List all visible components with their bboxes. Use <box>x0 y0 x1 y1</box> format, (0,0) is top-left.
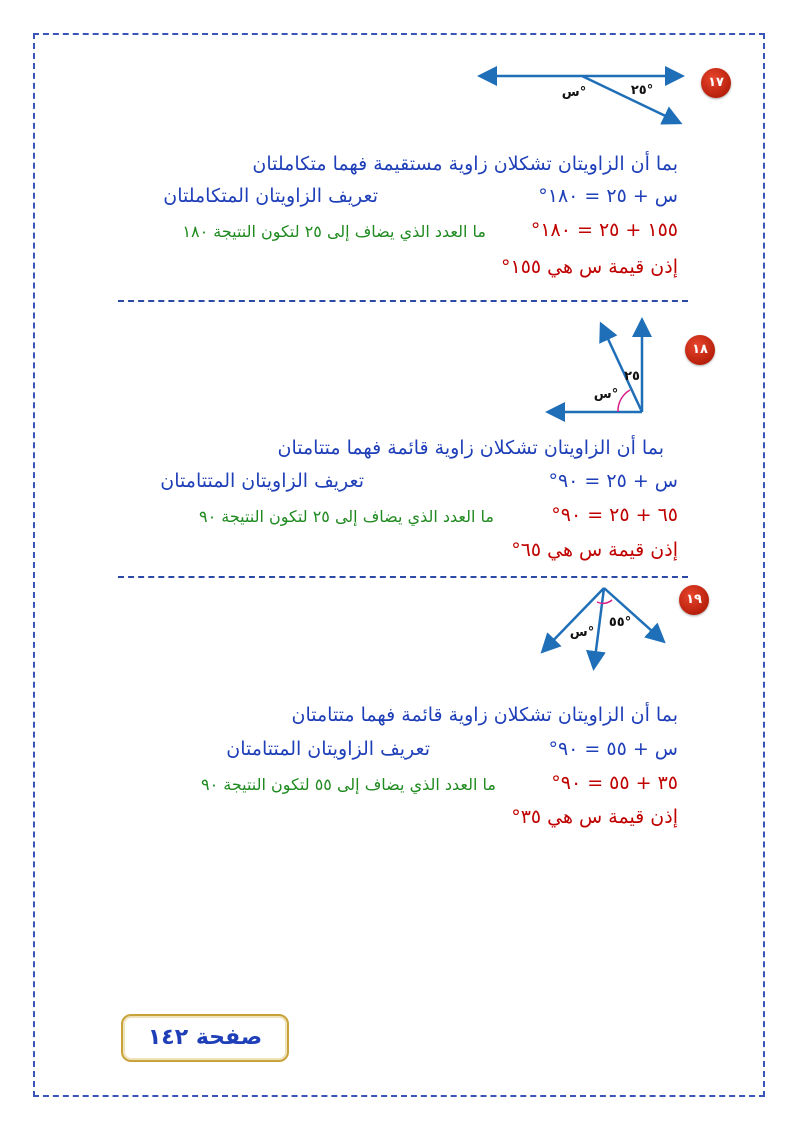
problem-18-line4: إذن قيمة س هي ٦٥° <box>511 539 678 561</box>
problem-19-x-label: س° <box>569 625 595 640</box>
page-number-box <box>121 1014 289 1062</box>
problem-17-figure <box>470 58 690 138</box>
problem-18-figure <box>540 316 660 424</box>
problem-18-x-label: س° <box>593 387 619 402</box>
divider-1 <box>118 300 688 302</box>
problem-17-line2-reason: تعريف الزاويتان المتكاملتان <box>163 185 378 207</box>
problem-19-line3-reason: ما العدد الذي يضاف إلى ٥٥ لتكون النتيجة ٩٠ <box>200 775 496 794</box>
divider-2 <box>118 576 688 578</box>
problem-18-line2-eq: س + ٢٥ = ٩٠° <box>548 470 678 492</box>
problem-19-angle-label: ٥٥° <box>608 615 632 630</box>
problem-19-badge: ١٩ <box>679 585 709 615</box>
problem-19-line4: إذن قيمة س هي ٣٥° <box>511 806 678 828</box>
problem-18-badge: ١٨ <box>685 335 715 365</box>
problem-18-line3-eq: ٦٥ + ٢٥ = ٩٠° <box>551 504 678 526</box>
problem-18-line1: بما أن الزاويتان تشكلان زاوية قائمة فهما متتامتان <box>277 437 664 459</box>
problem-17-line3-reason: ما العدد الذي يضاف إلى ٢٥ لتكون النتيجة ١٨٠ <box>182 222 486 241</box>
problem-19-line2-reason: تعريف الزاويتان المتتامتان <box>226 738 430 760</box>
problem-17-badge: ١٧ <box>701 68 731 98</box>
problem-17-angle-label: ٢٥° <box>630 83 654 98</box>
problem-17-line1: بما أن الزاويتان تشكلان زاوية مستقيمة فهما متكاملتان <box>252 153 678 175</box>
problem-17-x-label: س° <box>561 85 587 100</box>
problem-18-line2-reason: تعريف الزاويتان المتتامتان <box>160 470 364 492</box>
problem-17-line4: إذن قيمة س هي ١٥٥° <box>500 256 678 278</box>
problem-19-line2-eq: س + ٥٥ = ٩٠° <box>548 738 678 760</box>
problem-19-line1: بما أن الزاويتان تشكلان زاوية قائمة فهما متتامتان <box>291 704 678 726</box>
problem-18-angle-label: ٢٥ <box>624 369 640 384</box>
problem-17-line3-eq: ١٥٥ + ٢٥ = ١٨٠° <box>530 219 678 241</box>
problem-18-line3-reason: ما العدد الذي يضاف إلى ٢٥ لتكون النتيجة ٩٠ <box>198 507 494 526</box>
problem-19-figure <box>534 580 674 672</box>
page-number: صفحة ١٤٢ <box>147 1025 263 1050</box>
problem-17-line2-eq: س + ٢٥ = ١٨٠° <box>538 185 678 207</box>
problem-19-line3-eq: ٣٥ + ٥٥ = ٩٠° <box>551 772 678 794</box>
